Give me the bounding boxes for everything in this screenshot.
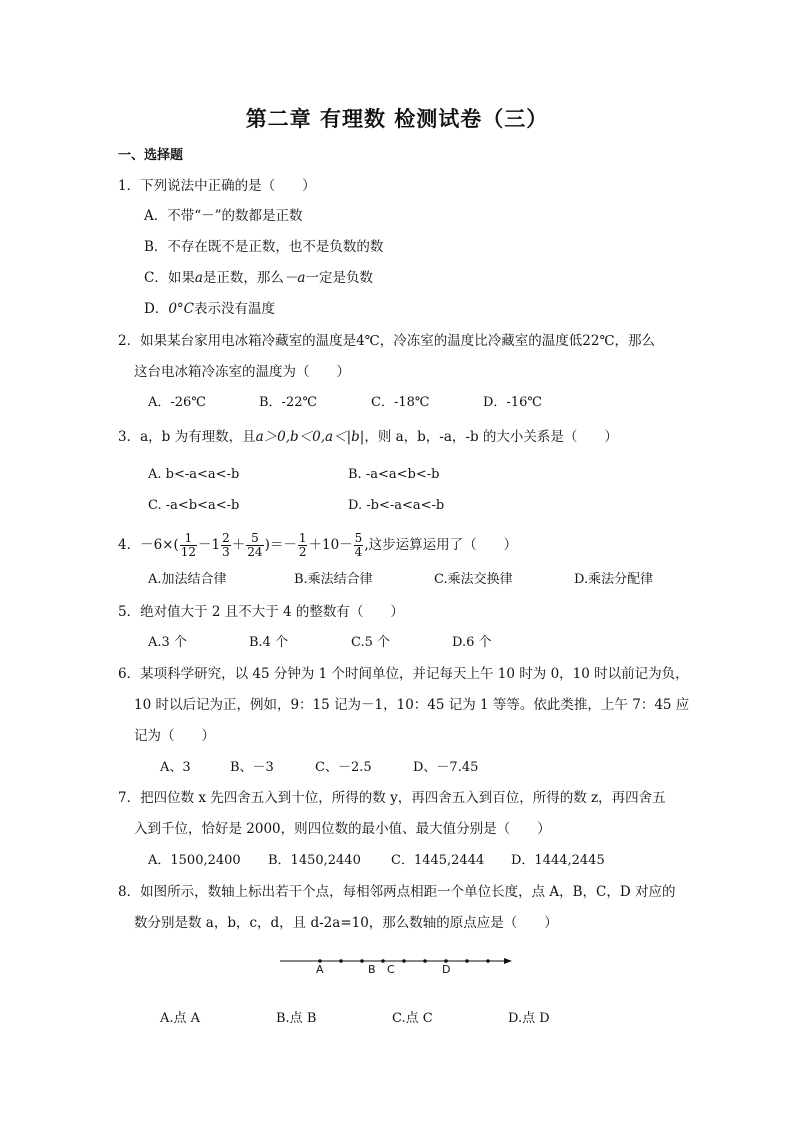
- question-8-option-c: C.点 C: [392, 1011, 433, 1026]
- question-1-option-d: [144, 299, 275, 319]
- formula-part: ＋: [231, 537, 246, 553]
- question-3-option-d: D. -b<-a<a<-b: [348, 498, 445, 513]
- question-5-option-c: C.5 个: [351, 635, 391, 650]
- question-6-option-d: D、－7.45: [413, 760, 479, 775]
- question-6-line-1: 6．某项科学研究，以 45 分钟为 1 个时间单位，并记每天上午 10 时为 0，10 时以前记为负，: [118, 666, 689, 682]
- formula-part: －6×(: [140, 537, 179, 553]
- number-line-figure: [278, 950, 518, 990]
- fraction-numerator: 1: [180, 532, 197, 546]
- section-heading: 一、选择题: [118, 148, 184, 163]
- option-c-middle: 是正数，那么: [202, 270, 284, 286]
- fraction-1: [180, 532, 197, 559]
- question-6-line-3: 记为（ ）: [134, 728, 215, 744]
- fraction-4: [298, 532, 308, 559]
- fraction-denominator: 2: [298, 545, 307, 559]
- question-5-option-b: B.4 个: [249, 635, 289, 650]
- formula-part: －1: [198, 537, 221, 553]
- formula-part: )＝－: [264, 537, 297, 553]
- question-2-option-c: C．-18℃: [371, 395, 430, 410]
- question-1-option-b: B．不存在既不是正数，也不是负数的数: [144, 239, 384, 255]
- question-5-option-a: A.3 个: [148, 635, 187, 650]
- fraction-denominator: 4: [354, 545, 363, 559]
- question-8-option-b: B.点 B: [276, 1011, 317, 1026]
- option-c-prefix: C．如果: [144, 270, 195, 286]
- number-line-label-a: A: [316, 963, 324, 976]
- question-7-line-1: 7．把四位数 x 先四舍五入到十位，所得的数 y，再四舍五入到百位，所得的数 z，再四舍五: [118, 790, 666, 806]
- question-6-line-2: 10 时以后记为正，例如，9：15 记为－1，10：45 记为 1 等等。依此类推，上午 7：45 应: [134, 697, 690, 713]
- question-1-option-c: [144, 268, 373, 288]
- fraction-numerator: 2: [222, 531, 230, 545]
- fraction-3: [246, 532, 263, 559]
- number-line-label-b: B: [368, 963, 376, 976]
- question-7-option-a: A．1500,2400: [148, 853, 241, 868]
- question-7-line-2: 入到千位，恰好是 2000，则四位数的最小值、最大值分别是（ ）: [134, 821, 551, 837]
- question-1-stem: 1．下列说法中正确的是（ ）: [118, 178, 316, 194]
- question-8-line-2: 数分别是数 a，b，c，d，且 d-2a=10，那么数轴的原点应是（ ）: [134, 915, 558, 931]
- option-d-suffix: 表示没有温度: [194, 301, 275, 317]
- question-1-option-a: A．不带“－”的数都是正数: [144, 208, 303, 224]
- option-c-suffix: 一定是负数: [305, 270, 373, 286]
- question-2-option-d: D．-16℃: [483, 395, 542, 410]
- question-4-stem: [118, 530, 517, 560]
- fraction-denominator: 3: [222, 545, 230, 559]
- question-6-option-a: A、3: [160, 760, 191, 775]
- question-7-option-c: C．1445,2444: [391, 853, 485, 868]
- question-2-line-1: 2．如果某台家用电冰箱冷藏室的温度是4℃，冷冻室的温度比冷藏室的温度低22℃，那么: [118, 333, 656, 349]
- question-7-option-d: D．1444,2445: [511, 853, 605, 868]
- question-3-condition: a＞0,b＜0,a＜|b|: [255, 429, 365, 445]
- fraction-numerator: 5: [354, 531, 363, 545]
- question-3-stem: [118, 427, 618, 447]
- option-d-prefix: D．: [144, 301, 169, 317]
- question-5-option-d: D.6 个: [452, 635, 492, 650]
- question-2-option-b: B．-22℃: [259, 395, 318, 410]
- question-3-prefix: 3．a，b 为有理数，且: [118, 429, 256, 445]
- question-3-suffix: ，则 a，b，-a，-b 的大小关系是（ ）: [364, 429, 618, 445]
- question-8-option-a: A.点 A: [160, 1011, 201, 1026]
- question-2-line-2: 这台电冰箱冷冻室的温度为（ ）: [134, 364, 350, 380]
- fraction-numerator: 1: [298, 531, 307, 545]
- fraction-numerator: 5: [246, 532, 263, 546]
- question-8-option-d: D.点 D: [508, 1011, 550, 1026]
- question-3-option-b: B. -a<a<b<-b: [348, 467, 440, 482]
- fraction-denominator: 24: [247, 545, 263, 559]
- question-3-option-c: C. -a<b<a<-b: [148, 498, 240, 513]
- number-line-label-c: C: [387, 963, 395, 976]
- question-7-option-b: B．1450,2440: [268, 853, 361, 868]
- question-2-option-a: A．-26℃: [148, 395, 206, 410]
- number-line-label-d: D: [442, 963, 451, 976]
- question-4-suffix: ,这步运算运用了（ ）: [364, 537, 518, 553]
- question-4-prefix: 4．: [118, 537, 141, 553]
- question-4-option-d: D.乘法分配律: [574, 572, 654, 587]
- question-4-option-b: B.乘法结合律: [294, 572, 373, 587]
- question-5-stem: 5．绝对值大于 2 且不大于 4 的整数有（ ）: [118, 604, 404, 620]
- math-a: a: [194, 270, 203, 286]
- math-neg-a: －a: [283, 270, 306, 286]
- question-4-option-c: C.乘法交换律: [434, 572, 513, 587]
- question-3-option-a: A. b<-a<a<-b: [148, 467, 240, 482]
- question-4-option-a: A.加法结合律: [148, 572, 227, 587]
- number-line-axis: [278, 950, 518, 970]
- question-6-option-c: C、－2.5: [315, 760, 372, 775]
- question-6-option-b: B、－3: [230, 760, 274, 775]
- fraction-denominator: 12: [180, 545, 197, 559]
- fraction-5: [354, 532, 364, 559]
- formula-part: ＋10－: [308, 537, 353, 553]
- question-8-line-1: 8．如图所示，数轴上标出若干个点，每相邻两点相距一个单位长度，点 A，B，C，D 对应的: [118, 884, 676, 900]
- math-temperature: 0°C: [168, 301, 194, 317]
- page-title: 第二章 有理数 检测试卷（三）: [245, 107, 549, 131]
- fraction-2: [221, 532, 231, 559]
